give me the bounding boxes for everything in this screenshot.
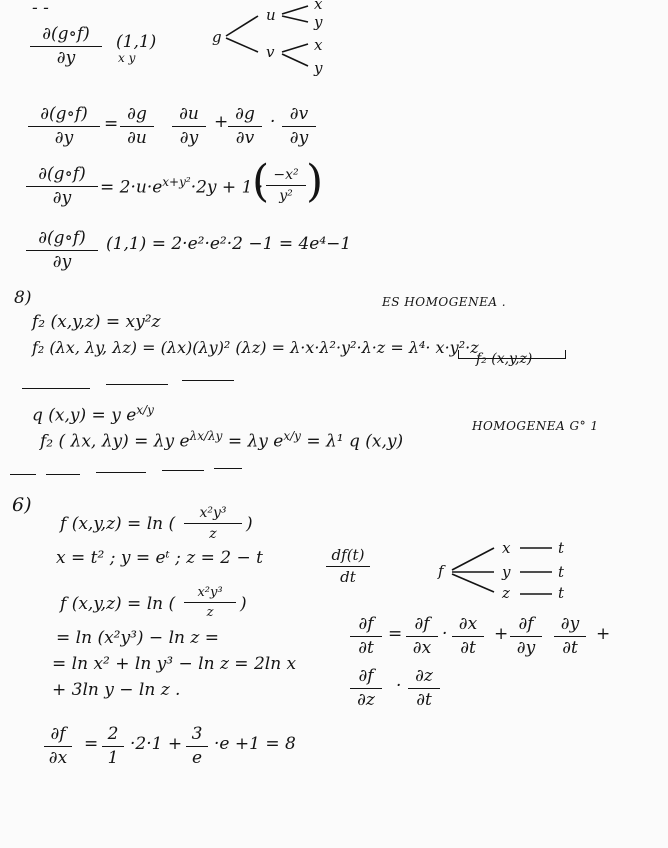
divider-dash: [96, 472, 146, 473]
dot-operator: ·: [396, 676, 402, 696]
partial-f-over-t: $\frac{\partial f}{\partial t}$: [350, 616, 382, 657]
f-log-fraction-2: $\frac{\text{x²y³}}{z}$: [184, 586, 236, 619]
close-paren: ): [246, 514, 253, 534]
log-split-3: + 3ln y − ln z .: [52, 680, 181, 700]
tree-leaf-t3: t: [558, 584, 565, 602]
derivative-lhs-3: $\frac{\partial(g\circ f)}{\partial y}$: [26, 230, 98, 271]
partial-x-over-t: $\frac{\partial x}{\partial t}$: [452, 616, 484, 657]
tree-node-u: u: [266, 6, 276, 24]
partial-y-over-t: $\frac{\partial y}{\partial t}$: [554, 616, 586, 657]
q-lambda-expansion: f₂ ( λx, λy) = λy $e^{\lambda x/\lambda y} = \lambda y$ $e^{x/y} = \lambda^1$ q (x,y): [40, 429, 404, 452]
partial-z-over-t: $\frac{\partial z}{\partial t}$: [408, 668, 440, 709]
partial-f-over-z-chain: $\frac{\partial f}{\partial z}$: [350, 668, 382, 709]
tree-branch-v-y: [282, 54, 308, 66]
partial-f-over-y-chain: $\frac{\partial f}{\partial y}$: [510, 616, 542, 657]
f-dependency-tree-diagram: [436, 536, 586, 606]
equals-sign: =: [84, 734, 99, 754]
q-definition: q (x,y) = y $e^{x/y}$: [32, 403, 154, 426]
final-result: ·e +1 = 8: [214, 734, 296, 754]
partial-g-of-f-over-y: $\frac{\partial(g\circ f)}{\partial y}$: [30, 26, 102, 67]
tree-branch-f-z: [452, 574, 494, 592]
log-split-1: = ln (x²y³) − ln z =: [56, 628, 219, 648]
partial-g-over-v: $\frac{\partial g}{\partial v}$: [228, 106, 262, 147]
section-6-label: 6): [12, 494, 32, 516]
right-paren: ): [306, 156, 324, 207]
left-paren: (: [252, 156, 270, 207]
partial-f-over-x: $\frac{\partial f}{\partial x}$: [44, 726, 72, 767]
substitutions: x = t² ; y = eᵗ ; z = 2 − t: [56, 548, 263, 568]
divider-dash: [106, 384, 168, 385]
top-mark: - -: [32, 0, 49, 18]
plus-sign: +: [494, 624, 509, 644]
tree-branch-u-x: [282, 6, 308, 14]
three-over-e: $\frac{3}{e}$: [186, 726, 208, 767]
tree-branch-v-x: [282, 44, 308, 52]
tree-branch-g-v: [226, 38, 258, 52]
tree-root-g: g: [212, 28, 222, 46]
equals-sign: =: [104, 114, 119, 134]
tree-leaf-y2: y: [314, 59, 323, 77]
evaluation-point: (1,1): [116, 32, 157, 52]
divider-dash: [46, 474, 80, 475]
two-over-one: $\frac{2}{1}$: [102, 726, 124, 767]
neg-x2-over-y2: $\frac{\text{−x²}}{\text{y²}}$: [266, 168, 306, 203]
tree-node-y: y: [502, 563, 511, 581]
tree-root-f: f: [438, 562, 444, 580]
g-dependency-tree-diagram: [210, 0, 340, 80]
total-derivative-df-dt: $\frac{df(t)}{dt}$: [326, 548, 370, 585]
close-paren: ): [240, 594, 247, 614]
plus-sign: +: [214, 112, 229, 132]
tree-node-x: x: [502, 539, 511, 557]
partial-f-over-x-chain: $\frac{\partial f}{\partial x}$: [406, 616, 438, 657]
tree-node-z: z: [502, 584, 510, 602]
es-homogenea-note: ES HOMOGENEA .: [382, 295, 507, 309]
partial-v-over-y: $\frac{\partial v}{\partial y}$: [282, 106, 316, 147]
f-restated: f (x,y,z) = ln (: [60, 594, 176, 614]
tree-branch-u-y: [282, 16, 308, 22]
tree-leaf-t2: t: [558, 563, 565, 581]
equals-sign: =: [388, 624, 403, 644]
dot-operator: ·: [270, 112, 276, 132]
partial-u-over-y: $\frac{\partial u}{\partial y}$: [172, 106, 206, 147]
tree-leaf-t1: t: [558, 539, 565, 557]
f-definition: f (x,y,z) = ln (: [60, 514, 176, 534]
tree-branch-g-u: [226, 16, 258, 36]
divider-dash: [22, 388, 90, 389]
evaluation-point-vars: x y: [118, 51, 136, 65]
section-8-label: 8): [14, 288, 32, 308]
tree-branch-f-x: [452, 548, 494, 570]
f2-lambda-expansion: f₂ (λx, λy, λz) = (λx)(λy)² (λz) = λ·x·λ²·y²·λ·z = λ⁴· x·y²·z: [32, 338, 479, 357]
divider-dash: [10, 474, 36, 475]
f-log-fraction: $\frac{\text{x²y³}}{z}$: [184, 506, 242, 541]
divider-dash: [162, 470, 204, 471]
f2-definition: f₂ (x,y,z) = xy²z: [32, 312, 161, 332]
homogeneous-degree-note: HOMOGENEA G° 1: [472, 419, 599, 433]
divider-dash: [182, 380, 234, 381]
derivative-lhs-2: $\frac{\partial(g\circ f)}{\partial y}$: [26, 166, 98, 207]
plus-sign: +: [596, 624, 611, 644]
final-mid-terms: ·2·1 +: [130, 734, 183, 754]
tree-leaf-y1: y: [314, 13, 323, 31]
tree-leaf-x2: x: [314, 36, 323, 54]
tree-node-v: v: [266, 43, 275, 61]
divider-dash: [214, 468, 242, 469]
partial-g-over-u: $\frac{\partial g}{\partial u}$: [120, 106, 154, 147]
derivative-expression: = $2\cdot u\cdot e^{x+y^2}\cdot 2y + 1$ ·: [100, 175, 264, 198]
chain-rule-lhs: $\frac{\partial(g\circ f)}{\partial y}$: [28, 106, 100, 147]
evaluated-result: (1,1) = 2·e²·e²·2 −1 = 4e⁴−1: [106, 234, 352, 254]
tree-leaf-x1: x: [314, 0, 323, 13]
log-split-2: = ln x² + ln y³ − ln z = 2ln x: [52, 654, 297, 674]
dot-operator: ·: [442, 624, 448, 644]
underbrace-label: f₂ (x,y,z): [476, 351, 533, 367]
